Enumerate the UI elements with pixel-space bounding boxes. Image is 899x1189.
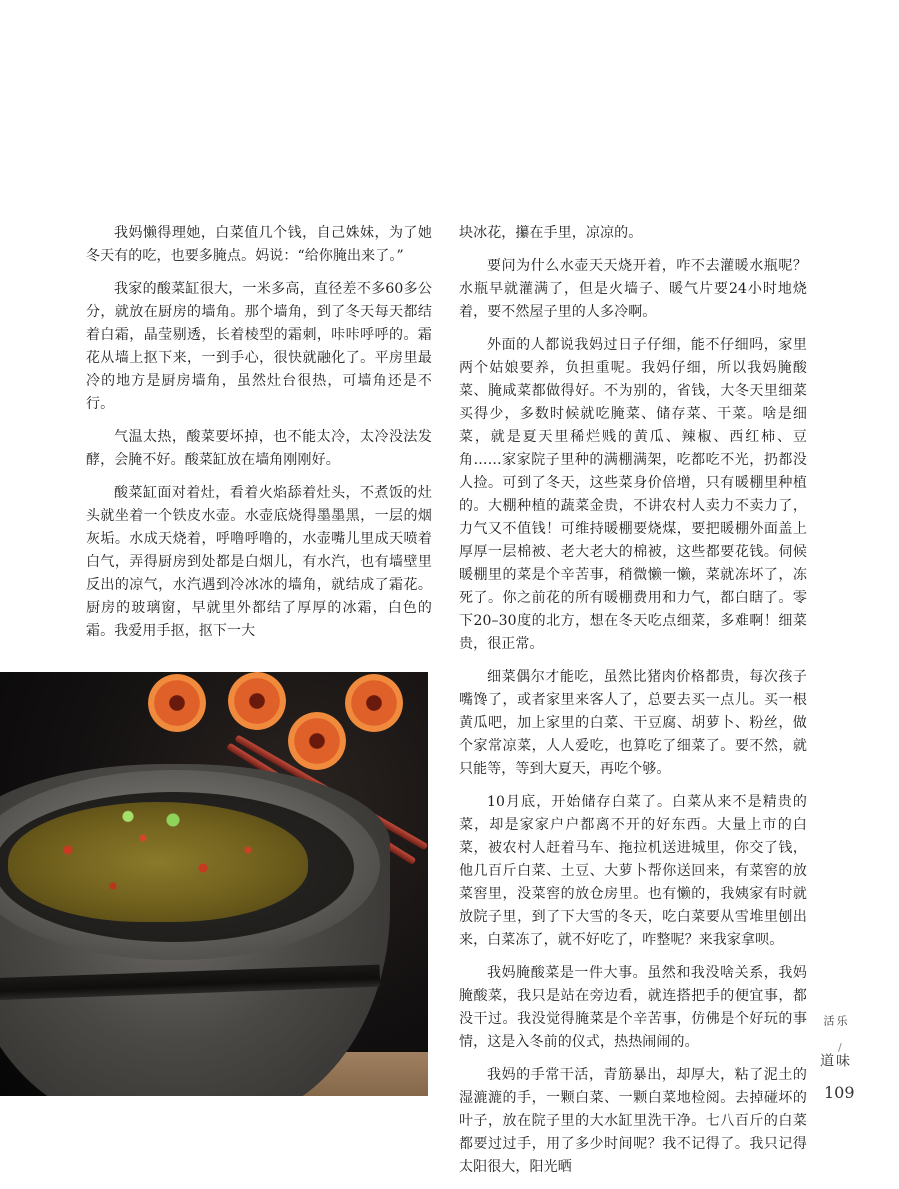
orange-flower-decoration [288,712,346,770]
paragraph: 我妈腌酸菜是一件大事。虽然和我没啥关系，我妈腌酸菜，我只是站在旁边看，就连搭把手的便宜事，都没干过。我没觉得腌菜是个辛苦事，仿佛是个好玩的事情，这是入冬前的仪式，热热闹闹的。 [459,965,807,1050]
page-number: 109 [824,1083,855,1102]
pickled-vegetables [8,802,308,922]
paragraph: 外面的人都说我妈过日子仔细，能不仔细吗，家里两个姑娘要养，负担重呢。我妈仔细，所以我妈腌酸菜、腌咸菜都做得好。不为别的，省钱，大冬天里细菜买得少，多数时候就吃腌菜、储存菜、干菜。啥是细菜，就是夏天里稀烂贱的黄瓜、辣椒、西红柿、豆角……家家院子里种的满棚满架，吃都吃不光，扔都没人捡。可到了冬天，这些菜身价倍增，只有暖棚里种植的。大棚种植的蔬菜金贵，不讲农村人卖力不卖力了，力气又不值钱！可维持暖棚要烧煤，要把暖棚外面盖上厚厚一层棉被、老大老大的棉被，这些都要花钱。伺候暖棚里的菜是个辛苦事，稍微懒一懒，菜就冻坏了，冻死了。你之前花的所有暖棚费用和力气，都白瞎了。零下20–30度的北方，想在冬天吃点细菜，多难啊！细菜贵，很正常。 [459,337,807,652]
orange-flower-decoration [148,674,206,732]
paragraph: 我妈懒得理她，白菜值几个钱，自己姝妹，为了她冬天有的吃，也要多腌点。妈说：“给你腌出来了。” [86,225,432,264]
paragraph: 酸菜缸面对着灶，看着火焰舔着灶头，不煮饭的灶头就坐着一个铁皮水壶。水壶底烧得墨墨黑，一层的烟灰垢。水成天烧着，呼噜呼噜的，水壶嘴儿里成天喷着白气，弄得厨房到处都是白烟儿，有水汽，也有墙壁里反出的凉气，水汽遇到冷冰冰的墙角，就结成了霜花。厨房的玻璃窗，早就里外都结了厚厚的冰霜，白色的霜。我爱用手抠，抠下一大 [86,485,432,639]
pickled-cabbage-stone-bowl-photo [0,672,428,1096]
subsection-label: 味道 [818,1053,850,1067]
paragraph: 细菜偶尔才能吃，虽然比猪肉价格都贵，每次孩子嘴馋了，或者家里来客人了，总要去买一点儿。买一根黄瓜吧，加上家里的白菜、干豆腐、胡萝卜、粉丝，做个家常凉菜，人人爱吃，也算吃了细菜了。要不然，就只能等，等到大夏天，再吃个够。 [459,669,807,777]
orange-flower-decoration [345,674,403,732]
paragraph: 气温太热，酸菜要坏掉，也不能太冷，太冷没法发酵，会腌不好。酸菜缸放在墙角刚刚好。 [86,429,432,468]
section-label: 乐活 [822,1015,848,1026]
left-text-column [86,222,432,653]
paragraph-continued: 块冰花，攥在手里，凉凉的。 [459,225,643,241]
section-separator: / [838,1041,842,1054]
paragraph: 我妈的手常干活，青筋暴出，却厚大，粘了泥土的湿漉漉的手，一颗白菜、一颗白菜地检阅。去掉碰坏的叶子，放在院子里的大水缸里洗干净。七八百斤的白菜都要过过手，用了多少时间呢？我不记得了。我只记得太阳很大，阳光晒 [459,1067,807,1175]
paragraph: 要问为什么水壶天天烧开着，咋不去灌暖水瓶呢？水瓶早就灌满了，但是火墙子、暖气片要24小时地烧着，要不然屋子里的人多冷啊。 [459,258,807,320]
orange-flower-decoration [228,672,286,730]
right-text-column [459,222,807,1189]
paragraph: 10月底，开始储存白菜了。白菜从来不是精贵的菜，却是家家户户都离不开的好东西。大量上市的白菜，被农村人赶着马车、拖拉机送进城里，你交了钱，他几百斤白菜、土豆、大萝卜帮你送回来，有菜窖的放菜窖里，没菜窖的放仓房里。也有懒的，我姨家有时就放院子里，到了下大雪的冬天，吃白菜要从雪堆里刨出来，白菜冻了，就不好吃了，咋整呢？来我家拿呗。 [459,794,807,948]
paragraph: 我家的酸菜缸很大，一米多高，直径差不多60多公分，就放在厨房的墙角。那个墙角，到了冬天每天都结着白霜，晶莹剔透，长着棱型的霜刺，咔咔呼呼的。霜花从墙上抠下来，一到手心，很快就融化了。平房里最冷的地方是厨房墙角，虽然灶台很热，可墙角还是不行。 [86,281,432,412]
